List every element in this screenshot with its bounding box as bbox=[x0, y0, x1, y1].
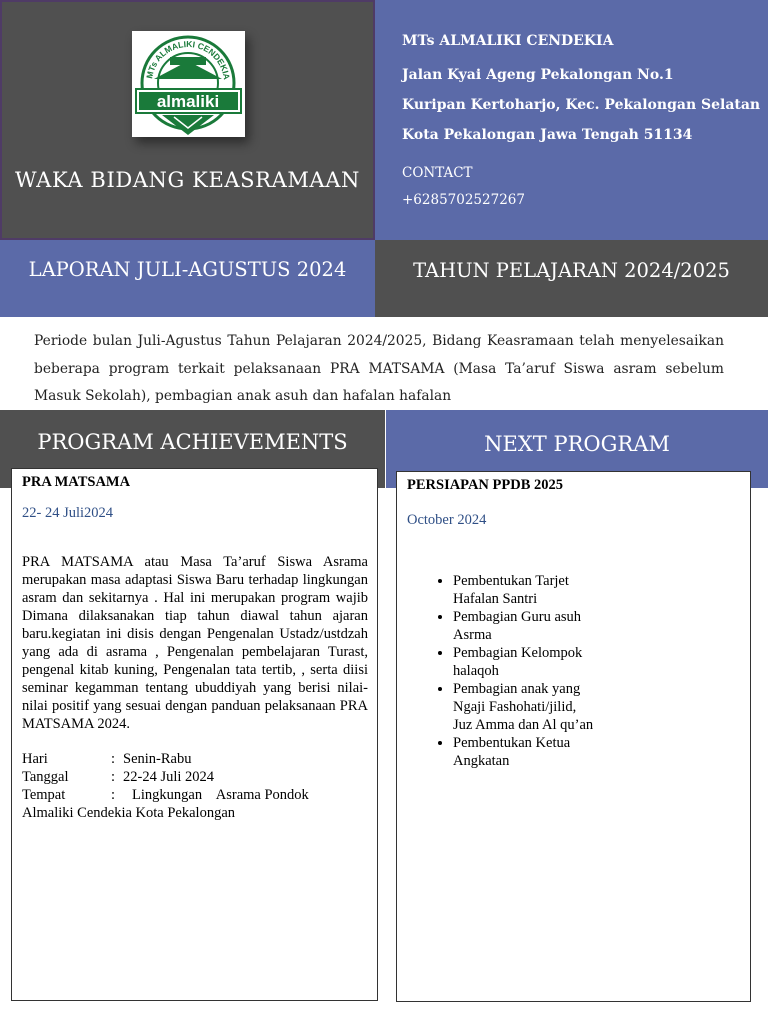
address-line-3: Kota Pekalongan Jawa Tengah 51134 bbox=[402, 127, 693, 143]
achievement-heading: PRA MATSAMA bbox=[22, 474, 131, 490]
next-program-heading: PERSIAPAN PPDB 2025 bbox=[407, 477, 564, 493]
logo-wordmark: almaliki bbox=[156, 92, 220, 111]
detail-place-label: Tempat bbox=[22, 787, 66, 803]
list-item: • Pembentukan Ketua Angkatan bbox=[453, 734, 597, 770]
list-item: • Pembagian anak yang Ngaji Fashohati/jilid, Juz Amma dan Al qu’an bbox=[453, 680, 597, 734]
detail-place-continued: Almaliki Cendekia Kota Pekalongan bbox=[22, 805, 236, 821]
school-name: MTs ALMALIKI CENDEKIA bbox=[402, 33, 614, 49]
logo-emblem-icon bbox=[132, 31, 245, 137]
list-item: • Pembagian Kelompok halaqoh bbox=[453, 644, 597, 680]
intro-paragraph: Periode bulan Juli-Agustus Tahun Pelajaran 2024/2025, Bidang Keasramaan telah menyelesaikan beberapa program terkait pelaksanaan PRA MATSAMA (Masa Ta’aruf Siswa asram sebelum Masuk Sekolah), pembagian anak asuh dan hafalan hafalan bbox=[34, 333, 724, 404]
detail-day-value: Senin-Rabu bbox=[123, 751, 192, 767]
department-title: WAKA BIDANG KEASRAMAAN bbox=[15, 168, 360, 192]
logo-arc-text: MTs ALMALIKI CENDEKIA bbox=[144, 38, 232, 81]
detail-day-label: Hari bbox=[22, 751, 48, 767]
list-item: • Pembagian Guru asuh Asrma bbox=[453, 608, 597, 644]
detail-place-value: Lingkungan Asrama Pondok bbox=[132, 787, 309, 803]
next-program-title: NEXT PROGRAM bbox=[484, 432, 670, 456]
address-line-2: Kuripan Kertoharjo, Kec. Pekalongan Selatan bbox=[402, 97, 761, 113]
next-program-date: October 2024 bbox=[407, 512, 487, 528]
report-title-band bbox=[0, 240, 375, 317]
achievement-date: 22- 24 Juli2024 bbox=[22, 505, 114, 521]
next-program-panel bbox=[396, 471, 751, 1002]
list-item: • Pembentukan Tarjet Hafalan Santri bbox=[453, 572, 597, 608]
school-year-band bbox=[375, 240, 768, 317]
detail-place-separator: : bbox=[111, 787, 116, 803]
address-line-1: Jalan Kyai Ageng Pekalongan No.1 bbox=[402, 67, 674, 83]
achievements-panel bbox=[11, 468, 378, 1001]
achievement-description: PRA MATSAMA atau Masa Ta’aruf Siswa Asrama merupakan masa adaptasi Siswa Baru terhadap lingkungan asram dan sekitarnya . Hal ini merupakan program wajib Dimana dilaksanakan tiap tahun diawal tahun ajaran baru.kegiatan ini disis dengan Pengenalan Ustadz/ustdzah yang ada di asrama , Pengenalan pembelajaran Turast, pengenal kitab kuning, Pengenalan tata tertib, , serta diisi seminar kegamman tentang ubuddiyah yang berisi nilai-nilai positif yang sesuai dengan panduan pelaksanaan PRA MATSAMA 2024. bbox=[22, 554, 368, 732]
report-title: LAPORAN JULI-AGUSTUS 2024 bbox=[28, 258, 347, 281]
school-logo bbox=[132, 31, 245, 137]
detail-day-separator: : bbox=[111, 751, 116, 767]
school-year-title: TAHUN PELAJARAN 2024/2025 bbox=[413, 259, 730, 282]
detail-date-label: Tanggal bbox=[22, 769, 69, 785]
detail-date-value: 22-24 Juli 2024 bbox=[123, 769, 215, 785]
achievements-title: PROGRAM ACHIEVEMENTS bbox=[37, 430, 348, 454]
contact-label: CONTACT bbox=[402, 165, 473, 181]
detail-date-separator: : bbox=[111, 769, 116, 785]
contact-phone: +6285702527267 bbox=[402, 192, 525, 208]
next-program-list bbox=[397, 572, 597, 770]
